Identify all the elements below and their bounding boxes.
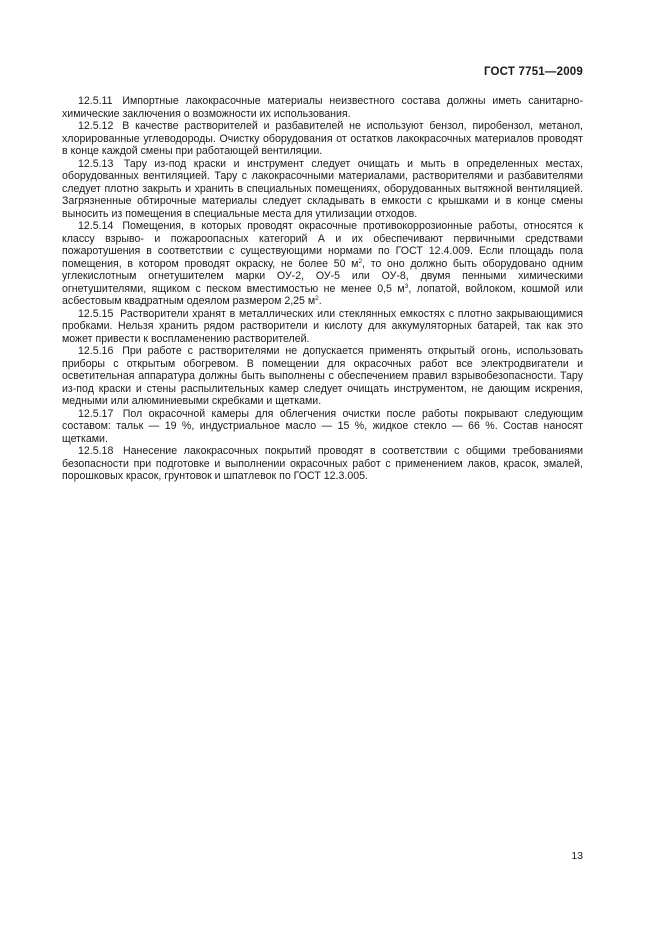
paragraph-text: Тару из-под краски и инструмент следует очищать и мыть в определенных местах, оборудованных вентиляцией. Тару с лакокрасочными материалами, растворителями и разбавителями следует плотно закрыть и хранить в специальных помещениях, оборудованных вытяжной вентиляцией. Загрязненные обтирочные материалы следует складывать в емкости с крышками и в конце смены выносить из помещения в специальные места для утилизации отходов. <box>62 157 584 220</box>
paragraph-text: В качестве растворителей и разбавителей не используют бензол, пиробензол, метанол, хлорированные углеводороды. Очистку оборудования от остатков лакокрасочных материалов проводят в конце каждой смены при работающей вентиляции. <box>62 120 583 157</box>
paragraph-text-part: , лопатой, войлоком, кошмой или асбестовым квадратным одеялом размером 2,25 м <box>62 282 583 307</box>
paragraph-text: Пол окрасочной камеры для облегчения очистки после работы покрывают следующим составом: тальк — 19 %, индустриальное масло — 15 %, жидкое стекло — 66 %. Состав наносят щетками. <box>62 407 583 445</box>
paragraph-12-5-13 <box>62 158 583 221</box>
paragraph-12-5-15 <box>62 308 583 346</box>
paragraph-number: 12.5.16 <box>78 345 114 357</box>
paragraph-text: Растворители хранят в металлических или стеклянных емкостях с плотно закрывающимися пробками. Нельзя хранить рядом растворители и кислоту для аккумуляторных батарей, так как это может привести к воспламенению растворителей. <box>62 307 583 345</box>
paragraph-number: 12.5.14 <box>78 220 114 232</box>
paragraph-number: 12.5.12 <box>78 120 114 132</box>
paragraph-number: 12.5.11 <box>78 95 113 107</box>
paragraph-number: 12.5.18 <box>78 445 114 457</box>
paragraph-text: Нанесение лакокрасочных покрытий проводят в соответствии с общими требованиями безопасности при подготовке и выполнении окрасочных работ с применением лаков, красок, эмалей, порошковых красок, грунтовок и шпатлевок по ГОСТ 12.3.005. <box>62 445 583 482</box>
paragraph-12-5-18 <box>62 445 583 483</box>
paragraph-12-5-17 <box>62 408 583 446</box>
paragraph-text: При работе с растворителями не допускается применять открытый огонь, использовать приборы с открытым обогревом. В помещении для окрасочных работ все электродвигатели и осветительная аппаратура должны быть выполнены с обеспечением правил взрывобезопасности. Тару из-под краски и стены распылительных камер следует очищать инструментом, не дающим искрения, медными или алюминиевыми скребками и щетками. <box>62 345 583 407</box>
paragraph-number: 12.5.17 <box>78 407 114 420</box>
paragraph-12-5-11 <box>62 95 583 120</box>
page-number: 13 <box>571 850 583 862</box>
paragraph-text-part: Помещения, в которых проводят окрасочные противокоррозионные работы, относятся к классу взрыво- и пожароопасных категорий А и их обеспечивают первичными средствами пожаротушения в соответствии с существующими нормами по ГОСТ 12.4.009. Если площадь пола помещения, в котором проводят окраску, не более 50 м <box>62 220 583 270</box>
superscript: 2 <box>315 295 319 302</box>
paragraph-number: 12.5.15 <box>78 307 114 320</box>
paragraph-text-part: , то оно должно быть оборудовано одним углекислотным огнетушителем марки ОУ-2, ОУ-5 или ОУ-8, двумя пенными химическими огнетушителями, ящиком с песком вместимостью не менее 0,5 м <box>62 257 583 295</box>
paragraph-12-5-14 <box>62 220 583 308</box>
document-body <box>62 95 583 483</box>
paragraph-12-5-16 <box>62 345 583 408</box>
paragraph-text: Импортные лакокрасочные материалы неизвестного состава должны иметь санитарно-химические заключения о возможности их использования. <box>62 95 583 120</box>
paragraph-text-part: . <box>318 295 322 307</box>
superscript: 2 <box>358 257 363 265</box>
document-header: ГОСТ 7751—2009 <box>483 66 583 78</box>
paragraph-number: 12.5.13 <box>78 157 114 170</box>
paragraph-12-5-12 <box>62 120 583 158</box>
superscript: 3 <box>404 282 409 290</box>
